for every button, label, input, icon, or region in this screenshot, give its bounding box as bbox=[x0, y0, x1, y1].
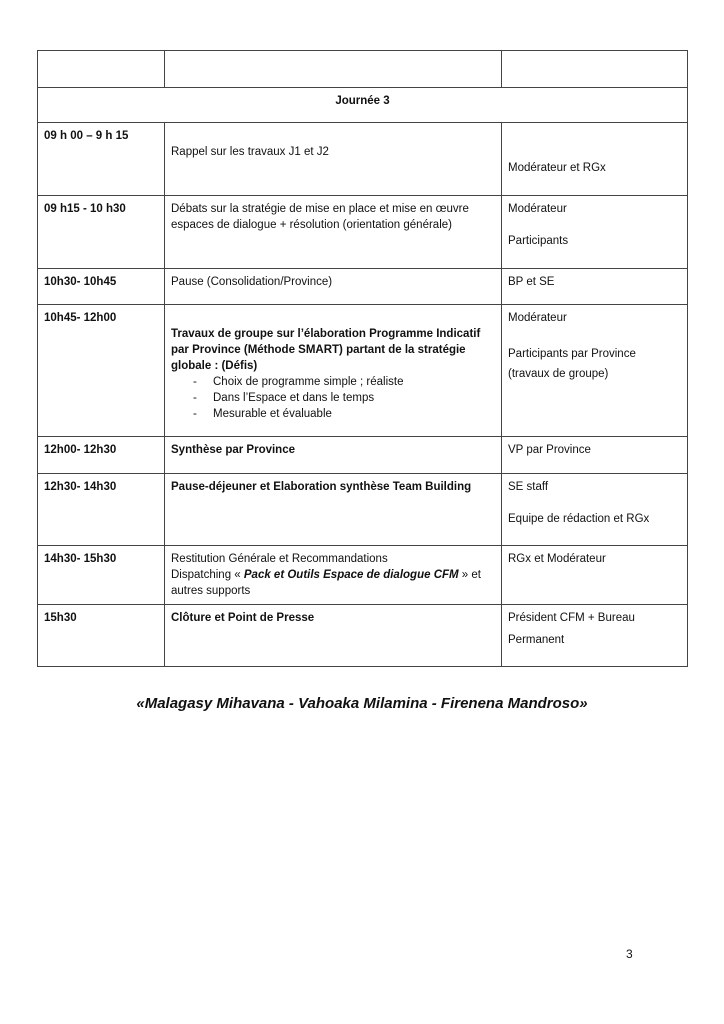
activity-text-part: » et bbox=[458, 569, 481, 581]
activity-cell: Pause-déjeuner et Elaboration synthèse Team Building bbox=[165, 474, 502, 546]
page-number: 3 bbox=[626, 947, 633, 961]
activity-cell: Clôture et Point de Presse bbox=[165, 605, 502, 667]
activity-text: Débats sur la stratégie de mise en place et mise en œuvre bbox=[171, 203, 469, 215]
responsible-cell bbox=[502, 123, 688, 196]
activity-cell bbox=[165, 123, 502, 196]
responsible-text: Modérateur bbox=[508, 312, 567, 324]
list-item: - Mesurable et évaluable bbox=[193, 406, 495, 422]
list-item: - Choix de programme simple ; réaliste bbox=[193, 374, 495, 390]
activity-cell: Pause (Consolidation/Province) bbox=[165, 269, 502, 305]
responsible-text: Modérateur et RGx bbox=[508, 162, 606, 174]
responsible-cell: RGx et Modérateur bbox=[502, 546, 688, 605]
time-cell: 09 h15 - 10 h30 bbox=[38, 196, 165, 269]
responsible-text: Modérateur bbox=[508, 203, 567, 215]
table-row bbox=[38, 605, 688, 667]
day-title: Journée 3 bbox=[38, 88, 688, 123]
responsible-text: Permanent bbox=[508, 634, 565, 646]
table-row bbox=[38, 474, 688, 546]
responsible-text: Président CFM + Bureau bbox=[508, 612, 635, 624]
pack-title: Pack et Outils Espace de dialogue CFM bbox=[243, 569, 459, 581]
time-cell: 12h30- 14h30 bbox=[38, 474, 165, 546]
activity-text: par Province (Méthode SMART) partant de la stratégie bbox=[171, 344, 466, 356]
empty-cell bbox=[165, 51, 502, 88]
activity-text: globale : (Défis) bbox=[171, 360, 258, 372]
activity-text: espaces de dialogue + résolution (orientation générale) bbox=[171, 219, 452, 231]
table-row bbox=[38, 51, 688, 88]
activity-cell bbox=[165, 546, 502, 605]
responsible-cell bbox=[502, 305, 688, 437]
time-cell: 10h30- 10h45 bbox=[38, 269, 165, 305]
time-cell: 14h30- 15h30 bbox=[38, 546, 165, 605]
table-row bbox=[38, 437, 688, 474]
responsible-cell: VP par Province bbox=[502, 437, 688, 474]
activity-text-part: Dispatching « bbox=[171, 569, 244, 581]
activity-cell: Synthèse par Province bbox=[165, 437, 502, 474]
activity-cell bbox=[165, 196, 502, 269]
table-row bbox=[38, 123, 688, 196]
table-row bbox=[38, 305, 688, 437]
activity-text bbox=[171, 567, 495, 583]
schedule-table bbox=[37, 50, 688, 667]
responsible-cell bbox=[502, 196, 688, 269]
time-cell: 12h00- 12h30 bbox=[38, 437, 165, 474]
responsible-cell bbox=[502, 474, 688, 546]
list-item: - Dans l’Espace et dans le temps bbox=[193, 390, 495, 406]
table-row bbox=[38, 196, 688, 269]
responsible-cell bbox=[502, 605, 688, 667]
activity-text: autres supports bbox=[171, 585, 251, 597]
time-cell: 10h45- 12h00 bbox=[38, 305, 165, 437]
activity-cell bbox=[165, 305, 502, 437]
responsible-text: SE staff bbox=[508, 481, 549, 493]
activity-text: Travaux de groupe sur l’élaboration Programme Indicatif bbox=[171, 328, 481, 340]
table-row bbox=[38, 88, 688, 123]
empty-cell bbox=[38, 51, 165, 88]
table-row bbox=[38, 546, 688, 605]
responsible-text: Participants par Province bbox=[508, 348, 636, 360]
responsible-text: Participants bbox=[508, 235, 569, 247]
time-cell: 15h30 bbox=[38, 605, 165, 667]
responsible-text: Equipe de rédaction et RGx bbox=[508, 513, 650, 525]
responsible-cell: BP et SE bbox=[502, 269, 688, 305]
table-row bbox=[38, 269, 688, 305]
activity-text: Restitution Générale et Recommandations bbox=[171, 553, 388, 565]
responsible-text: (travaux de groupe) bbox=[508, 368, 609, 380]
empty-cell bbox=[502, 51, 688, 88]
national-motto: «Malagasy Mihavana - Vahoaka Milamina - Firenena Mandroso» bbox=[136, 695, 588, 712]
activity-bullet-list bbox=[171, 374, 495, 422]
activity-text: Rappel sur les travaux J1 et J2 bbox=[171, 146, 329, 158]
time-cell: 09 h 00 – 9 h 15 bbox=[38, 123, 165, 196]
